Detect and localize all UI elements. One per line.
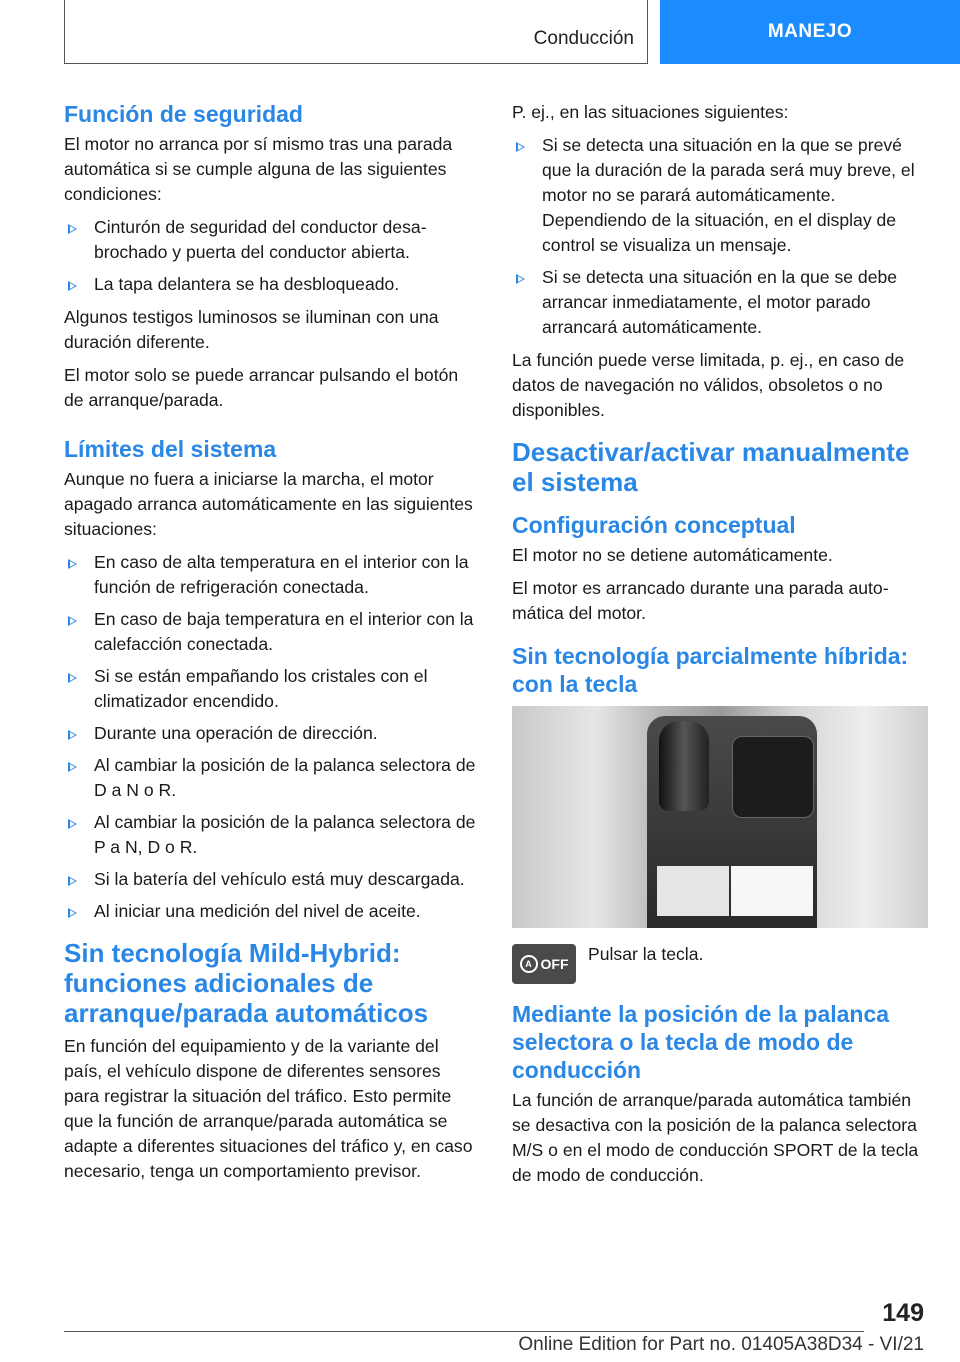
triangle-bullet-icon	[68, 224, 77, 234]
list-item: Si se detecta una situación en la que se prevé que la duración de la parada será muy breve, el motor no se parará automáticamente. Dependiendo de la situación, en el display de control se visualiza un mensaje.	[512, 133, 926, 258]
list-ejemplos	[512, 133, 926, 340]
list-item: Durante una operación de dirección.	[64, 721, 478, 746]
heading-mediante: Mediante la posición de la palanca selectora o la tecla de modo de conducción	[512, 1001, 890, 1083]
heading-mild-hybrid: Sin tecnología Mild-Hybrid: funciones adicionales de arranque/parada automáticos	[64, 938, 429, 1028]
para-limitada: La función puede verse limitada, p. ej., en caso de datos de navegación no válidos, obsoletos o no disponibles.	[512, 350, 905, 420]
triangle-bullet-icon	[68, 673, 77, 683]
triangle-bullet-icon	[516, 274, 525, 284]
para-solo-arrancar: El motor solo se puede arrancar pulsando el botón de arranque/parada.	[64, 365, 459, 410]
heading-limites-sistema: Límites del sistema	[64, 436, 277, 462]
list-item: Si la batería del vehículo está muy descargada.	[64, 867, 478, 892]
triangle-bullet-icon	[516, 142, 525, 152]
heading-funcion-seguridad: Función de seguridad	[64, 101, 303, 127]
center-console-photo	[512, 706, 928, 928]
para-seguridad: El motor no arranca por sí mismo tras una parada automática si se cumple alguna de las siguientes condiciones:	[64, 134, 453, 204]
list-item: La tapa delantera se ha desbloqueado.	[64, 272, 478, 297]
triangle-bullet-icon	[68, 762, 77, 772]
para-mediante: La función de arranque/parada automática también se desactiva con la posición de la palanca selectora M/S o en el modo de conducción SPORT de la tecla de modo de conducción.	[512, 1090, 919, 1185]
list-limites	[64, 550, 478, 924]
console-panel	[647, 716, 817, 928]
triangle-bullet-icon	[68, 908, 77, 918]
list-item: Al cambiar la posición de la palanca selectora de D a N o R.	[64, 753, 478, 803]
heading-desactivar: Desactivar/activar manualmente el sistema	[512, 437, 910, 497]
right-column	[512, 100, 926, 1196]
triangle-bullet-icon	[68, 876, 77, 886]
list-item: En caso de baja temperatura en el interior con la calefacción conectada.	[64, 607, 478, 657]
para-config-2: El motor es arrancado durante una parada automática del motor.	[512, 578, 889, 623]
page-number: 149	[882, 1299, 924, 1327]
controller-pad-image	[732, 736, 814, 818]
list-item: Si se están empañando los cristales con el climatizador encendido.	[64, 664, 478, 714]
para-limites: Aunque no fuera a iniciarse la marcha, el motor apagado arranca automáticamente en las siguientes situaciones:	[64, 469, 473, 539]
footer-edition: Online Edition for Part no. 01405A38D34 - VI/21	[518, 1334, 924, 1355]
list-item: Cinturón de seguridad del conductor desabrochado y puerta del conductor abierta.	[64, 215, 478, 265]
triangle-bullet-icon	[68, 819, 77, 829]
triangle-bullet-icon	[68, 616, 77, 626]
para-pulsar: Pulsar la tecla.	[588, 944, 704, 964]
footer-divider	[64, 1331, 864, 1332]
list-item: En caso de alta temperatura en el interior con la función de refrigeración conectada.	[64, 550, 478, 600]
left-column	[64, 100, 478, 1192]
heading-sin-tecnologia: Sin tecnología parcialmente híbrida: con la tecla	[512, 643, 909, 697]
triangle-bullet-icon	[68, 730, 77, 740]
auto-start-stop-off-icon: A OFF	[512, 944, 576, 984]
list-item: Al iniciar una medición del nivel de aceite.	[64, 899, 478, 924]
triangle-bullet-icon	[68, 281, 77, 291]
list-item: Al cambiar la posición de la palanca selectora de P a N, D o R.	[64, 810, 478, 860]
para-mild-hybrid: En función del equipamiento y de la variante del país, el vehículo dispone de diferentes sensores para registrar la situación del tráfico. Esto permite que la función de arranque/parada automática se adapte a diferentes situaciones del tráfico y, en caso necesario, tenga un comportamiento previsor.	[64, 1036, 473, 1181]
header-section-title: Conducción	[533, 28, 634, 49]
para-testigos: Algunos testigos luminosos se iluminan con una duración diferente.	[64, 307, 439, 352]
para-config-1: El motor no se detiene automáticamente.	[512, 545, 833, 565]
heading-configuracion: Configuración conceptual	[512, 512, 796, 538]
header-chapter-tab: MANEJO	[660, 0, 960, 64]
list-item: Si se detecta una situación en la que se debe arrancar inmediatamente, el motor parado arrancará automáticamente.	[512, 265, 926, 340]
triangle-bullet-icon	[68, 559, 77, 569]
gear-selector-image	[659, 721, 709, 811]
button-instruction	[512, 944, 926, 984]
list-seguridad	[64, 215, 478, 297]
para-ejemplos: P. ej., en las situaciones siguientes:	[512, 102, 789, 122]
